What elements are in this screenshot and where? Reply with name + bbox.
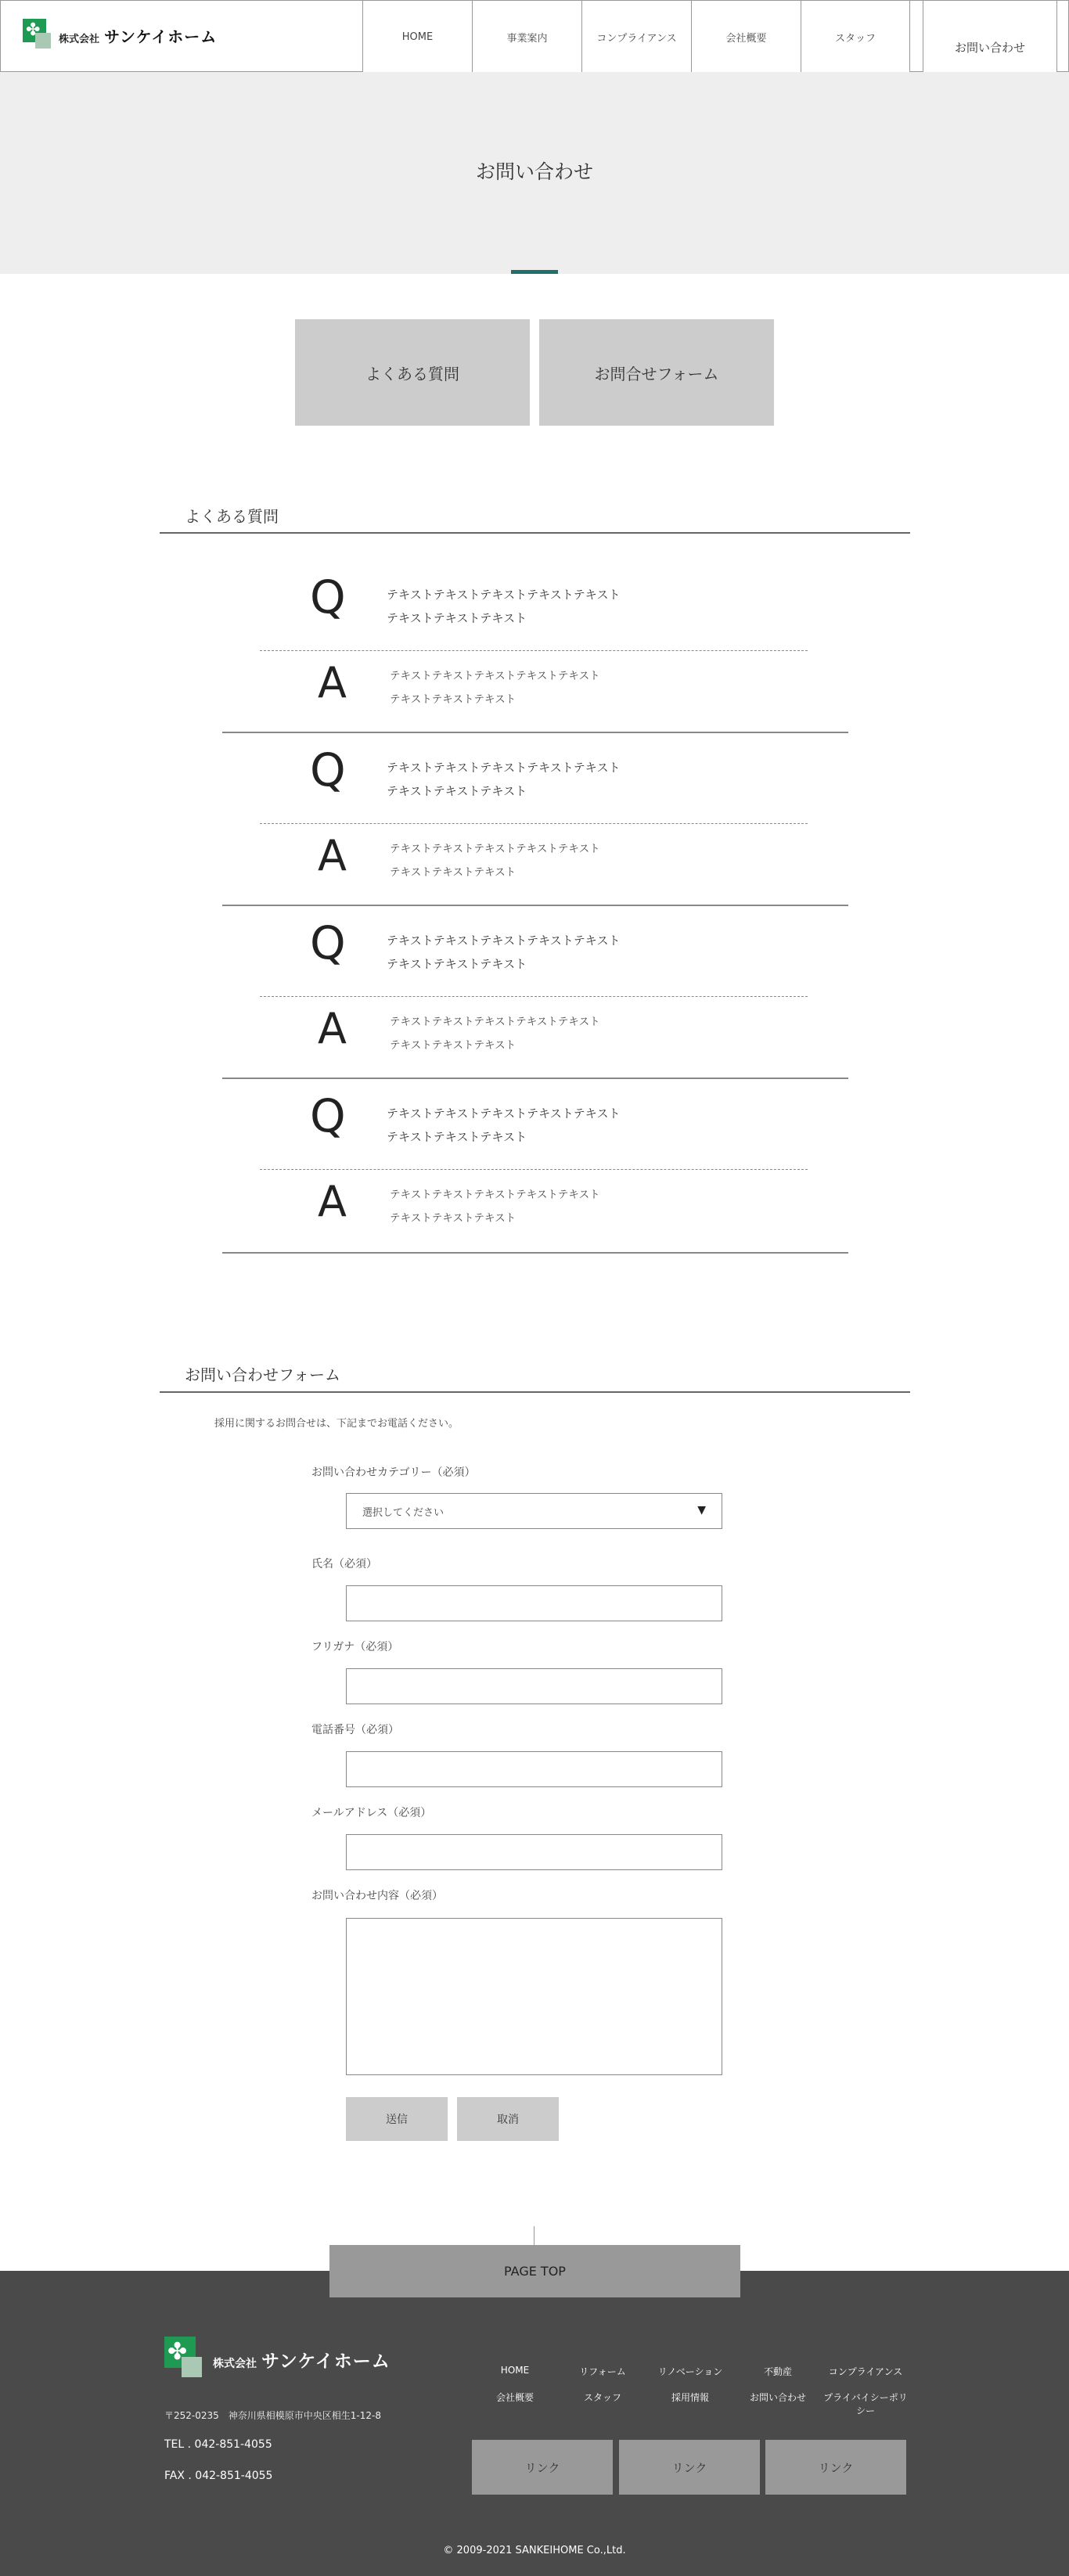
footer-link-recruit[interactable]: 採用情報 (671, 2392, 709, 2403)
name-label: 氏名（必須） (311, 1558, 377, 1570)
message-textarea[interactable] (346, 1918, 722, 2075)
footer-link-contact[interactable]: お問い合わせ (749, 2392, 806, 2403)
faq-tab-button[interactable]: よくある質問 (295, 319, 530, 426)
nav-compliance[interactable]: コンプライアンス (581, 1, 691, 73)
footer-logo-prefix: 株式会社 (213, 2357, 257, 2370)
page-top-button[interactable]: PAGE TOP (329, 2245, 740, 2297)
footer-nav (471, 2365, 909, 2417)
question-text: テキストテキストテキストテキストテキスト テキストテキストテキスト (387, 934, 621, 971)
faq-item (222, 734, 848, 906)
answer-text: テキストテキストテキストテキストテキスト テキストテキストテキスト (390, 1189, 600, 1225)
email-input[interactable] (346, 1834, 722, 1870)
dropdown-arrow-icon: ▼ (697, 1504, 706, 1516)
faq-item-rule (222, 1078, 848, 1079)
footer-logo-name: サンケイホーム (261, 2351, 391, 2372)
category-label: お問い合わせカテゴリー（必須） (311, 1466, 476, 1479)
footer-link-privacy[interactable]: プライバイシーポリシー (823, 2392, 908, 2416)
message-label: お問い合わせ内容（必須） (311, 1890, 443, 1902)
nav-home[interactable]: HOME (362, 1, 472, 73)
page-title: お問い合わせ (475, 160, 593, 183)
footer-link-button[interactable]: リンク (472, 2440, 613, 2495)
nav-staff[interactable]: スタッフ (801, 1, 910, 73)
question-mark: Q (310, 570, 346, 624)
qa-divider (260, 1169, 808, 1170)
category-select-value: 選択してください (362, 1506, 445, 1519)
form-tab-button[interactable]: お問合せフォーム (539, 319, 774, 426)
page-hero (0, 72, 1069, 274)
cancel-button[interactable]: 取消 (457, 2097, 559, 2141)
nav-contact[interactable]: お問い合わせ (923, 1, 1057, 95)
faq-item-rule (222, 1252, 848, 1254)
submit-button[interactable]: 送信 (346, 2097, 448, 2141)
copyright: © 2009-2021 SANKEIHOME Co.,Ltd. (443, 2545, 626, 2556)
answer-mark: A (318, 1004, 347, 1053)
question-text: テキストテキストテキストテキストテキスト テキストテキストテキスト (387, 761, 621, 798)
footer-link-home[interactable]: HOME (500, 2365, 530, 2376)
qa-divider (260, 996, 808, 997)
faq-item (222, 907, 848, 1079)
phone-label: 電話番号（必須） (311, 1724, 399, 1736)
main-nav (362, 1, 910, 73)
question-mark: Q (310, 916, 346, 970)
form-section-rule (160, 1391, 910, 1393)
answer-mark: A (318, 1177, 347, 1226)
footer-link-button[interactable]: リンク (619, 2440, 760, 2495)
clover-logo-icon: ✤ (164, 2337, 210, 2382)
logo-company-prefix: 株式会社 (59, 33, 100, 45)
question-mark: Q (310, 1089, 346, 1142)
footer-link-reform[interactable]: リフォーム (579, 2366, 626, 2377)
qa-divider (260, 823, 808, 824)
footer-link-compliance[interactable]: コンプライアンス (828, 2366, 903, 2377)
answer-text: テキストテキストテキストテキストテキスト テキストテキストテキスト (390, 843, 600, 879)
footer-link-company[interactable]: 会社概要 (495, 2392, 534, 2403)
category-select[interactable] (346, 1493, 722, 1529)
footer-link-real-estate[interactable]: 不動産 (763, 2366, 792, 2377)
footer-link-staff[interactable]: スタッフ (583, 2392, 621, 2403)
faq-item-rule (222, 905, 848, 906)
question-text: テキストテキストテキストテキストテキスト テキストテキストテキスト (387, 588, 621, 625)
nav-company[interactable]: 会社概要 (691, 1, 801, 73)
phone-input[interactable] (346, 1751, 722, 1787)
name-input[interactable] (346, 1585, 722, 1621)
question-text: テキストテキストテキストテキストテキスト テキストテキストテキスト (387, 1106, 621, 1144)
kana-input[interactable] (346, 1668, 722, 1704)
answer-text: テキストテキストテキストテキストテキスト テキストテキストテキスト (390, 1016, 600, 1052)
question-mark: Q (310, 743, 346, 797)
footer-address: 〒252-0235 神奈川県相模原市中央区相生1-12-8 (164, 2410, 381, 2421)
footer-logo[interactable] (164, 2337, 391, 2382)
kana-label: フリガナ（必須） (311, 1641, 399, 1653)
answer-mark: A (318, 658, 347, 707)
logo-company-name: サンケイホーム (104, 27, 218, 46)
faq-item (222, 1080, 848, 1252)
answer-text: テキストテキストテキストテキストテキスト テキストテキストテキスト (390, 670, 600, 706)
faq-section-rule (160, 532, 910, 534)
footer-fax: FAX . 042-851-4055 (164, 2470, 273, 2482)
site-header (0, 0, 1069, 72)
qa-divider (260, 650, 808, 651)
footer-link-renovation[interactable]: リノベーション (657, 2366, 723, 2377)
site-logo[interactable] (23, 20, 217, 51)
email-label: メールアドレス（必須） (311, 1807, 432, 1819)
faq-item-rule (222, 732, 848, 733)
form-note: 採用に関するお問合せは、下記までお電話ください。 (214, 1418, 459, 1430)
faq-item (222, 561, 848, 733)
clover-logo-icon: ✤ (23, 19, 56, 52)
form-section-title: お問い合わせフォーム (185, 1365, 340, 1384)
nav-business[interactable]: 事業案内 (472, 1, 581, 73)
footer-link-button[interactable]: リンク (765, 2440, 906, 2495)
footer-tel: TEL . 042-851-4055 (164, 2438, 272, 2451)
answer-mark: A (318, 831, 347, 880)
site-footer (0, 2271, 1069, 2576)
title-accent-bar (511, 270, 558, 274)
faq-section-title: よくある質問 (185, 507, 279, 526)
